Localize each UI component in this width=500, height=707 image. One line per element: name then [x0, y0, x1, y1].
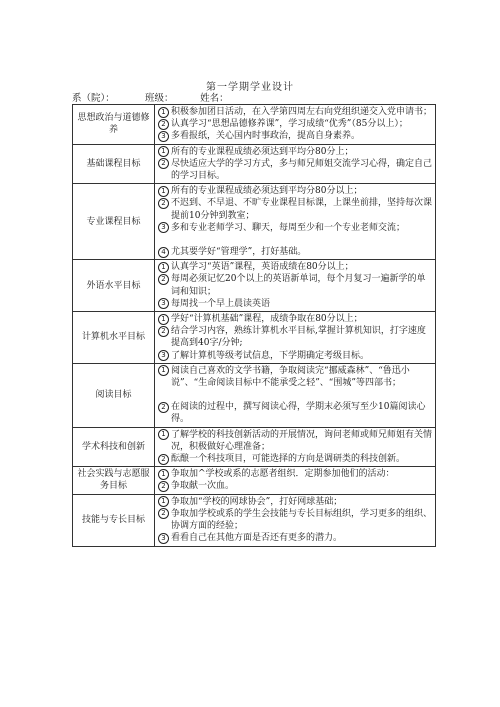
- item-number: 1: [158, 186, 169, 197]
- list-item: [158, 325, 433, 349]
- item-number: 1: [158, 314, 169, 325]
- row-category: 计算机水平目标: [73, 312, 155, 364]
- list-item: [158, 118, 433, 130]
- list-item: [158, 508, 433, 532]
- item-number: 3: [158, 298, 169, 309]
- item-number: 2: [158, 158, 169, 169]
- item-number: 2: [158, 402, 169, 413]
- list-item: [158, 298, 433, 310]
- list-item: [158, 130, 433, 142]
- item-number: 1: [158, 146, 169, 157]
- item-text: 所有的专业课程成绩必须达到平均分80分上；: [171, 146, 354, 157]
- item-number: 1: [158, 469, 169, 480]
- row-items: [155, 312, 436, 364]
- item-text: 争取加学校或系的学生会技能与专长目标组织，学习更多的组织、协调方面的经验；: [171, 508, 433, 532]
- table-row: [73, 312, 436, 364]
- department-label: 系（院）：: [72, 93, 115, 104]
- item-text: 认真学习“思想品德修养课”，学习成绩“优秀”（85分以上）；: [171, 119, 408, 130]
- item-text: 争取加“学校的网球协会”，打好网球基础；: [171, 496, 343, 507]
- item-number: 2: [158, 508, 169, 519]
- item-number: 1: [158, 496, 169, 507]
- document-title: 第一学期学业设计: [206, 82, 294, 93]
- item-number: 3: [158, 131, 169, 142]
- table-row: [73, 494, 436, 546]
- header-fields: [72, 90, 432, 104]
- item-text: 多看报纸，关心国内时事政治，提高自身素养。: [171, 131, 361, 142]
- item-number: 3: [158, 533, 169, 544]
- row-category: 专业课程目标: [73, 184, 155, 260]
- item-text: 认真学习“英语”课程，英语成绩在80分以上；: [171, 262, 354, 273]
- table-row: [73, 260, 436, 312]
- row-category: 外语水平目标: [73, 260, 155, 312]
- item-text: 所有的专业课程成绩必须达到平均分80分以上；: [171, 186, 363, 197]
- row-items: [155, 184, 436, 260]
- name-label: 姓名：: [200, 93, 229, 104]
- list-item: [158, 106, 433, 118]
- table-row: [73, 467, 436, 494]
- item-number: 2: [158, 481, 169, 492]
- item-text: 不迟到、不早退、不旷专业课程目标课，上课坐前排，坚持每次课提前10分钟到教室；: [171, 198, 433, 221]
- list-item: [158, 185, 433, 197]
- item-text: 结合学习内容，熟练计算机水平目标,掌握计算机知识，打字速度提高到40字/分钟;: [171, 326, 426, 349]
- list-item: [158, 222, 433, 234]
- row-items: [155, 363, 436, 427]
- list-item: [158, 401, 433, 425]
- item-text: 尤其要学好“管理学”，打好基础。: [171, 247, 307, 258]
- item-text: 尽快适应大学的学习方式，多与师兄师姐交流学习心得，确定自己的学习目标。: [171, 158, 433, 182]
- item-text: 争取加^学校或系的志愿者组织．定期参加他们的活动：: [171, 469, 395, 480]
- item-text: 学好“计算机基础”课程，成绩争取在80分以上；: [171, 314, 363, 325]
- item-text: 了解计算机等级考试信息，下学期确定考级目标。: [171, 350, 370, 361]
- item-number: 2: [158, 326, 169, 337]
- list-item: [158, 496, 433, 508]
- list-item: [158, 365, 433, 389]
- item-text: 阅读自己喜欢的文学书籍，争取阅读完“挪威森林”、“鲁迅小说”、“生命阅读目标中不能承受之轻”、“围城”等四部书；: [171, 365, 410, 389]
- list-item: [158, 313, 433, 325]
- item-text: 每周必须记忆20个以上的英语新单词，每个月复习一遍新学的单词和知识；: [171, 274, 426, 297]
- item-number: 2: [158, 198, 169, 209]
- row-items: [155, 467, 436, 494]
- item-number: 1: [158, 107, 169, 118]
- list-item: [158, 158, 433, 182]
- spacer: [158, 234, 433, 246]
- row-category: 技能与专长目标: [73, 494, 155, 546]
- item-number: 1: [158, 262, 169, 273]
- row-items: [155, 260, 436, 312]
- table-row: [73, 105, 436, 145]
- table-row: [73, 363, 436, 427]
- row-items: [155, 144, 436, 184]
- item-text: 在阅读的过程中，撰写阅读心得，学期末必须写至少10篇阅读心得。: [171, 402, 426, 425]
- list-item: [158, 261, 433, 273]
- item-text: 酝酿一个科技项目，可能选择的方向是调研类的科技创新。: [171, 454, 406, 465]
- plan-table: [72, 104, 436, 547]
- row-category: 思想政治与道德修养: [73, 105, 155, 145]
- item-number: 3: [158, 350, 169, 361]
- spacer: [158, 389, 433, 401]
- item-number: 4: [158, 247, 169, 258]
- list-item: [158, 273, 433, 297]
- list-item: [158, 468, 433, 480]
- table-row: [73, 144, 436, 184]
- row-items: [155, 494, 436, 546]
- row-category: 基础课程目标: [73, 144, 155, 184]
- row-items: [155, 427, 436, 467]
- item-number: 2: [158, 119, 169, 130]
- row-category: 学术科技和创新: [73, 427, 155, 467]
- item-text: 了解学校的科技创新活动的开展情况，询问老师或师兄师姐有关情况，积极做好心理准备；: [171, 429, 433, 452]
- row-category: 阅读目标: [73, 363, 155, 427]
- item-text: 积极参加团日活动，在入学第四周左右向党组织递交入党申请书；: [171, 107, 433, 117]
- table-row: [73, 184, 436, 260]
- item-number: 2: [158, 454, 169, 465]
- list-item: [158, 350, 433, 362]
- row-category: 社会实践与志愿服务目标: [73, 467, 155, 494]
- item-text: 看看自己在其他方面是否还有更多的潜力。: [171, 533, 343, 544]
- list-item: [158, 246, 433, 258]
- list-item: [158, 453, 433, 465]
- item-number: 1: [158, 429, 169, 440]
- item-text: 多和专业老师学习、聊天，每周至少和一个专业老师交流；: [171, 222, 406, 233]
- item-number: 2: [158, 274, 169, 285]
- list-item: [158, 429, 433, 453]
- item-text: 每周找一个早上晨读英语: [171, 298, 271, 309]
- list-item: [158, 480, 433, 492]
- list-item: [158, 146, 433, 158]
- table-row: [73, 427, 436, 467]
- item-number: 3: [158, 222, 169, 233]
- item-number: 1: [158, 365, 169, 376]
- row-items: [155, 105, 436, 145]
- list-item: [158, 197, 433, 221]
- class-label: 班级：: [145, 93, 174, 104]
- item-text: 争取献一次血。: [171, 481, 235, 492]
- list-item: [158, 532, 433, 544]
